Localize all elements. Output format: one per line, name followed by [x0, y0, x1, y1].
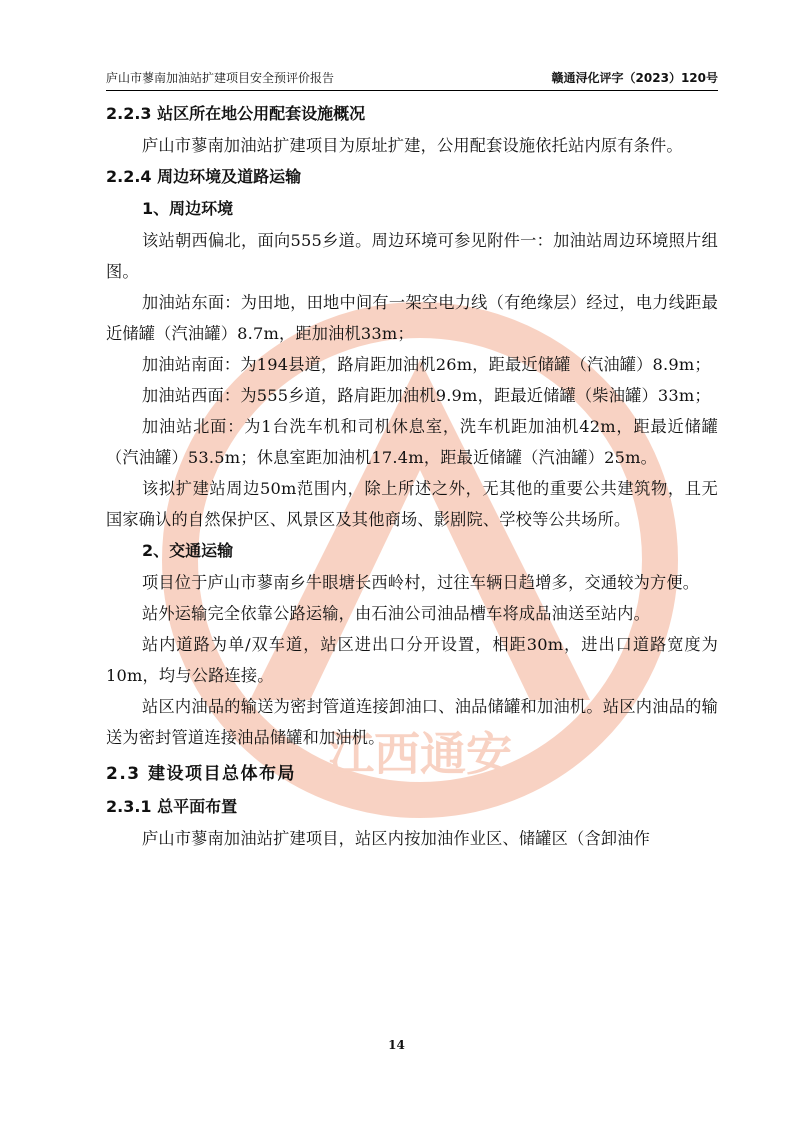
paragraph-location: 项目位于庐山市蓼南乡牛眼塘长西岭村，过往车辆日趋增多，交通较为方便。 — [142, 573, 700, 592]
document-body — [106, 98, 718, 854]
subheading-surroundings: 1、周边环境 — [142, 199, 234, 218]
section-2-2-3-heading: 2.2.3 站区所在地公用配套设施概况 — [106, 104, 366, 123]
page-number: 14 — [388, 1038, 405, 1052]
header-report-title: 庐山市蓼南加油站扩建项目安全预评价报告 — [106, 71, 335, 85]
section-2-3-heading: 2.3 建设项目总体布局 — [106, 764, 297, 784]
paragraph-oil-transfer: 站区内油品的输送为密封管道连接卸油口、油品储罐和加油机。站区内油品的输送为密封管道连接油品储罐和加油机。 — [106, 697, 718, 747]
page-header — [106, 62, 718, 91]
paragraph-south-side: 加油站南面：为194县道，路肩距加油机26m，距最近储罐（汽油罐）8.9m； — [142, 355, 711, 374]
paragraph-site-layout: 庐山市蓼南加油站扩建项目，站区内按加油作业区、储罐区（含卸油作 — [142, 829, 651, 848]
paragraph-orientation: 该站朝西偏北，面向555乡道。周边环境可参见附件一：加油站周边环境照片组图。 — [106, 231, 718, 281]
paragraph-east-side: 加油站东面：为田地，田地中间有一架空电力线（有绝缘层）经过，电力线距最近储罐（汽油罐）8.7m，距加油机33m； — [106, 293, 718, 343]
paragraph-internal-roads: 站内道路为单/双车道，站区进出口分开设置，相距30m，进出口道路宽度为10m，均与公路连接。 — [106, 635, 718, 685]
paragraph-utilities: 庐山市蓼南加油站扩建项目为原址扩建，公用配套设施依托站内原有条件。 — [142, 136, 683, 155]
watermark-seal-text: 江西通安 — [328, 727, 512, 781]
paragraph-west-side: 加油站西面：为555乡道，路肩距加油机9.9m，距最近储罐（柴油罐）33m； — [142, 386, 711, 405]
paragraph-north-side: 加油站北面：为1台洗车机和司机休息室，洗车机距加油机42m，距最近储罐（汽油罐）53.5m；休息室距加油机17.4m，距最近储罐（汽油罐）25m。 — [106, 417, 718, 467]
header-report-number: 赣通浔化评字（2023）120号 — [551, 71, 718, 85]
paragraph-external-transport: 站外运输完全依靠公路运输，由石油公司油品槽车将成品油送至站内。 — [142, 604, 651, 623]
section-2-3-1-heading: 2.3.1 总平面布置 — [106, 797, 238, 816]
paragraph-surroundings-summary: 该拟扩建站周边50m范围内，除上所述之外，无其他的重要公共建筑物，且无国家确认的自然保护区、风景区及其他商场、影剧院、学校等公共场所。 — [106, 479, 718, 529]
section-2-2-4-heading: 2.2.4 周边环境及道路运输 — [106, 167, 302, 186]
subheading-transportation: 2、交通运输 — [142, 541, 234, 560]
